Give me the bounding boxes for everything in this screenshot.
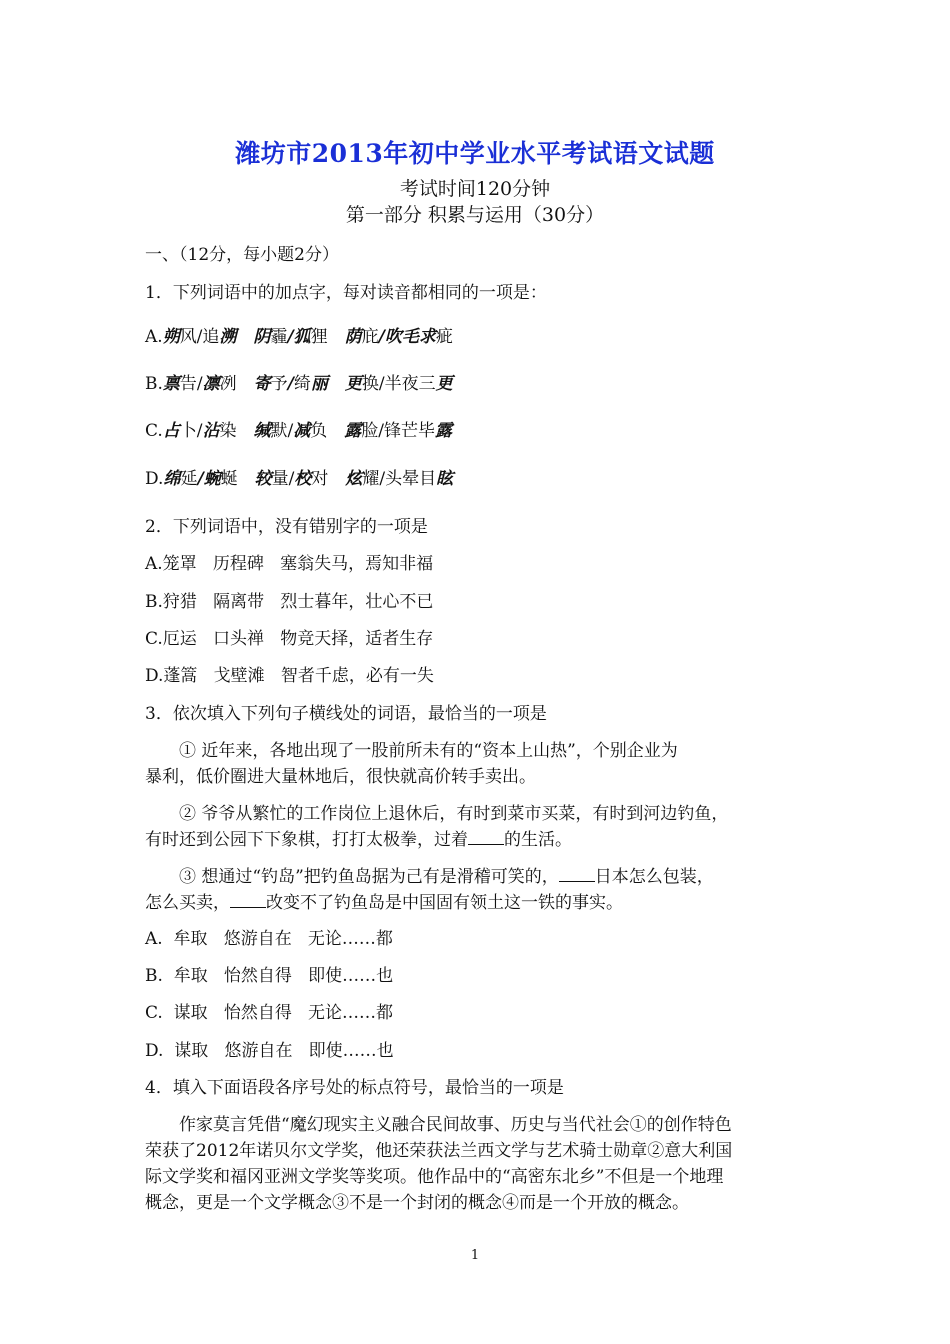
dotted-char: 更 (344, 374, 362, 394)
q4-paragraph-line-2: 荣获了2012年诺贝尔文学奖，他还荣获法兰西文学与艺术骑士勋章②意大利国 (145, 1141, 733, 1161)
word-pair (345, 469, 453, 489)
dotted-char: /吹毛求 (378, 327, 436, 347)
plain-text: 蜒 (220, 469, 238, 489)
question-1-stem: 1．下列词语中的加点字，每对读音都相同的一项是： (145, 283, 547, 303)
dotted-char: /蜿 (197, 469, 221, 489)
plain-text: 量/ (271, 469, 295, 489)
option-label: B. (145, 374, 163, 394)
dotted-char: 阴 (253, 327, 271, 347)
question-3-option-c: C. 谋取 怡然自得 无论……都 (145, 1003, 394, 1023)
plain-text: 疵 (435, 327, 453, 347)
page-number: 1 (470, 1248, 480, 1263)
plain-text: 狸 (310, 327, 328, 347)
q3-sentence-3-line-1 (179, 862, 714, 887)
question-3-option-b: B. 牟取 怡然自得 即使……也 (145, 966, 394, 986)
section-heading: 一、（12分，每小题2分） (145, 245, 339, 265)
q3-s3-text-c: 怎么买卖， (145, 893, 230, 913)
q3-sentence-2-line-2 (145, 825, 572, 850)
plain-text: 耀/头晕目 (362, 469, 437, 489)
dotted-char: 缄 (253, 421, 271, 441)
word-pair (163, 421, 237, 441)
plain-text: 延 (180, 469, 198, 489)
dotted-char: 荫 (344, 327, 362, 347)
part-heading: 第一部分 积累与运用（30分） (345, 204, 605, 226)
dotted-char: 眩 (436, 469, 454, 489)
q3-s2-text-b: 的生活。 (504, 830, 572, 850)
q3-s2-text-a: 有时还到公园下下象棋，打打太极拳，过着 (145, 830, 468, 850)
plain-text: 脸/锋芒毕 (361, 421, 436, 441)
dotted-char: 露 (344, 421, 362, 441)
question-2-option-b: B.狩猎 隔离带 烈士暮年，壮心不已 (145, 592, 434, 612)
exam-title: 潍坊市2013年初中学业水平考试语文试题 (235, 139, 715, 168)
plain-text: 绮 (293, 374, 311, 394)
q4-paragraph-line-4: 概念，更是一个文学概念③不是一个封闭的概念④而是一个开放的概念。 (145, 1193, 689, 1213)
dotted-char: 丽 (310, 374, 328, 394)
question-3-option-d: D. 谋取 悠游自在 即使……也 (145, 1041, 394, 1061)
q3-sentence-3-line-2 (145, 888, 623, 913)
question-4-stem: 4．填入下面语段各序号处的标点符号，最恰当的一项是 (145, 1078, 564, 1098)
q4-paragraph-line-3: 际文学奖和福冈亚洲文学奖等奖项。他作品中的“高密东北乡”不但是一个地理 (145, 1167, 724, 1187)
dotted-char: 露 (435, 421, 453, 441)
plain-text: 冽 (219, 374, 237, 394)
word-pair (163, 327, 237, 347)
dotted-char: 减 (293, 421, 311, 441)
plain-text: 予 (270, 374, 288, 394)
word-pair (254, 374, 328, 394)
word-pair (255, 469, 329, 489)
plain-text: 霾 (270, 327, 288, 347)
option-label: A. (145, 327, 163, 347)
q3-sentence-1-line-1: ① 近年来，各地出现了一股前所未有的“资本上山热”，个别企业为 (179, 741, 678, 761)
plain-text: 默/ (270, 421, 294, 441)
plain-text: 庇 (361, 327, 379, 347)
plain-text: 卜/ (179, 421, 203, 441)
fill-blank (559, 867, 595, 882)
q3-s3-text-a: ③ 想通过“钓岛”把钓鱼岛据为己有是滑稽可笑的， (179, 867, 559, 887)
dotted-char: 凛 (202, 374, 220, 394)
plain-text: 染 (219, 421, 237, 441)
dotted-char: 绵 (163, 469, 181, 489)
question-2-option-a: A.笼罩 历程碑 塞翁失马，焉知非福 (145, 554, 434, 574)
question-3-option-a: A. 牟取 悠游自在 无论……都 (145, 929, 393, 949)
q3-s3-text-b: 日本怎么包装， (594, 867, 714, 887)
question-1-option-a (145, 322, 453, 347)
exam-time: 考试时间120分钟 (399, 178, 551, 200)
dotted-char: /狐 (287, 327, 311, 347)
q3-s3-text-d: 改变不了钓鱼岛是中国固有领土这一铁的事实。 (266, 893, 623, 913)
plain-text: 风/追 (179, 327, 220, 347)
word-pair (345, 327, 453, 347)
plain-text: 负 (310, 421, 328, 441)
option-label: D. (145, 469, 164, 489)
dotted-char: 校 (294, 469, 312, 489)
dotted-char: 寄 (253, 374, 271, 394)
question-1-option-d (145, 464, 453, 489)
word-pair (345, 374, 453, 394)
question-2-option-d: D.蓬篙 戈壁滩 智者千虑，必有一失 (145, 666, 434, 686)
q3-sentence-1-line-2: 暴利，低价圈进大量林地后，很快就高价转手卖出。 (145, 767, 536, 787)
fill-blank (468, 830, 504, 845)
word-pair (163, 469, 237, 489)
dotted-char: 占 (162, 421, 180, 441)
fill-blank (230, 893, 266, 908)
word-pair (344, 421, 452, 441)
option-label: C. (145, 421, 163, 441)
word-pair (163, 374, 237, 394)
dotted-char: 禀 (162, 374, 180, 394)
question-3-stem: 3．依次填入下列句子横线处的词语，最恰当的一项是 (145, 704, 547, 724)
plain-text: 对 (311, 469, 329, 489)
word-pair (253, 327, 327, 347)
word-pair (254, 421, 328, 441)
dotted-char: / (287, 374, 294, 394)
question-1-option-c (145, 416, 452, 441)
question-2-option-c: C.厄运 口头禅 物竞天择，适者生存 (145, 629, 434, 649)
plain-text: 告/ (179, 374, 203, 394)
plain-text: 换/半夜三 (361, 374, 436, 394)
q3-sentence-2-line-1: ② 爷爷从繁忙的工作岗位上退休后，有时到菜市买菜，有时到河边钓鱼， (179, 804, 729, 824)
dotted-char: 溯 (219, 327, 237, 347)
dotted-char: 较 (254, 469, 272, 489)
dotted-char: 朔 (162, 327, 180, 347)
q4-paragraph-line-1: 作家莫言凭借“魔幻现实主义融合民间故事、历史与当代社会①的创作特色 (179, 1115, 732, 1135)
dotted-char: 炫 (345, 469, 363, 489)
question-1-option-b (145, 369, 453, 394)
dotted-char: 沾 (202, 421, 220, 441)
dotted-char: 更 (435, 374, 453, 394)
question-2-stem: 2．下列词语中，没有错别字的一项是 (145, 517, 428, 537)
